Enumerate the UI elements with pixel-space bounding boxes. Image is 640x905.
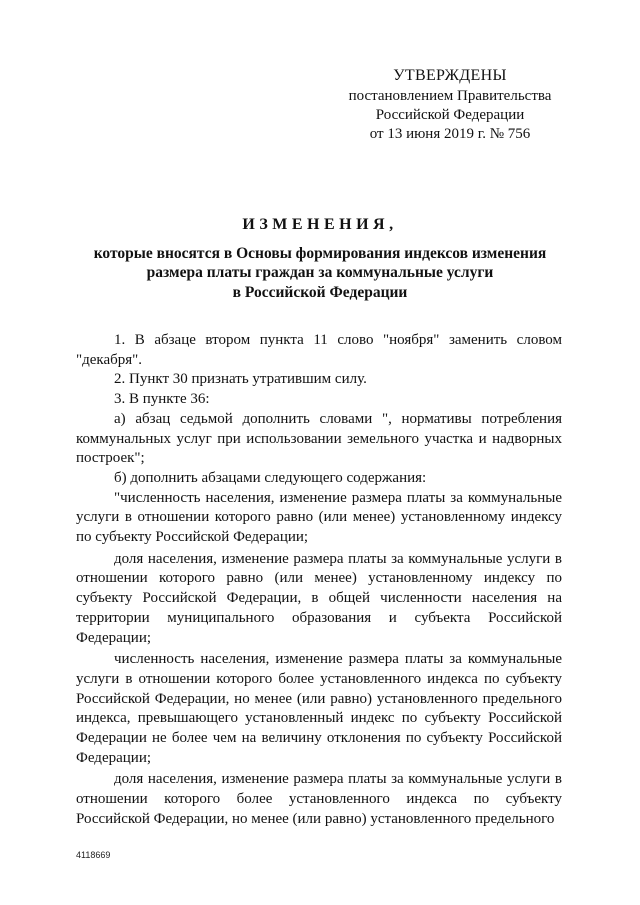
document-number: 4118669	[76, 850, 111, 860]
paragraph-3: 3. В пункте 36:	[114, 391, 210, 408]
paragraph-4: а) абзац седьмой дополнить словами ", нормативы потребления коммунальных услуг при использовании земельного участка и надворных построек";	[76, 410, 562, 467]
document-title	[60, 215, 580, 302]
approval-line-1: постановлением Правительства	[348, 88, 552, 104]
approval-block	[330, 66, 570, 144]
paragraph-8: численность населения, изменение размера платы за коммунальные услуги в отношении которого более установленного индекса по субъекту Российской Федерации, но менее (или равно) установленного предельного индекса, превышающего установленный индекс по субъекту Российской Федерации не более чем на величину отклонения по субъекту Российской Федерации;	[76, 651, 562, 766]
title-line-1: которые вносятся в Основы формирования индексов изменения	[93, 244, 547, 262]
title-main: ИЗМЕНЕНИЯ,	[242, 216, 398, 233]
paragraph-7: доля населения, изменение размера платы за коммунальные услуги в отношении которого равно (или менее) установленному индексу по субъекту Российской Федерации, в общей численности населения на территории муниципального образования и субъекта Российской Федерации;	[76, 550, 562, 646]
title-line-3: в Российской Федерации	[232, 283, 408, 301]
paragraph-6: "численность населения, изменение размера платы за коммунальные услуги в отношении которого равно (или менее) установленному индексу по субъекту Российской Федерации;	[76, 489, 562, 546]
paragraph-5: б) дополнить абзацами следующего содержания:	[114, 469, 427, 486]
title-line-2: размера платы граждан за коммунальные услуги	[146, 264, 494, 281]
approval-line-2: Российской Федерации	[375, 107, 525, 123]
approval-heading: УТВЕРЖДЕНЫ	[393, 67, 507, 84]
document-body	[76, 331, 562, 830]
paragraph-2: 2. Пункт 30 признать утратившим силу.	[114, 371, 367, 388]
approval-line-3: от 13 июня 2019 г. № 756	[369, 126, 531, 142]
paragraph-1: 1. В абзаце втором пункта 11 слово "ноября" заменить словом "декабря".	[76, 332, 562, 368]
paragraph-9: доля населения, изменение размера платы за коммунальные услуги в отношении которого более установленного индекса по субъекту Российской Федерации, но менее (или равно) установленного предельного	[76, 771, 562, 827]
